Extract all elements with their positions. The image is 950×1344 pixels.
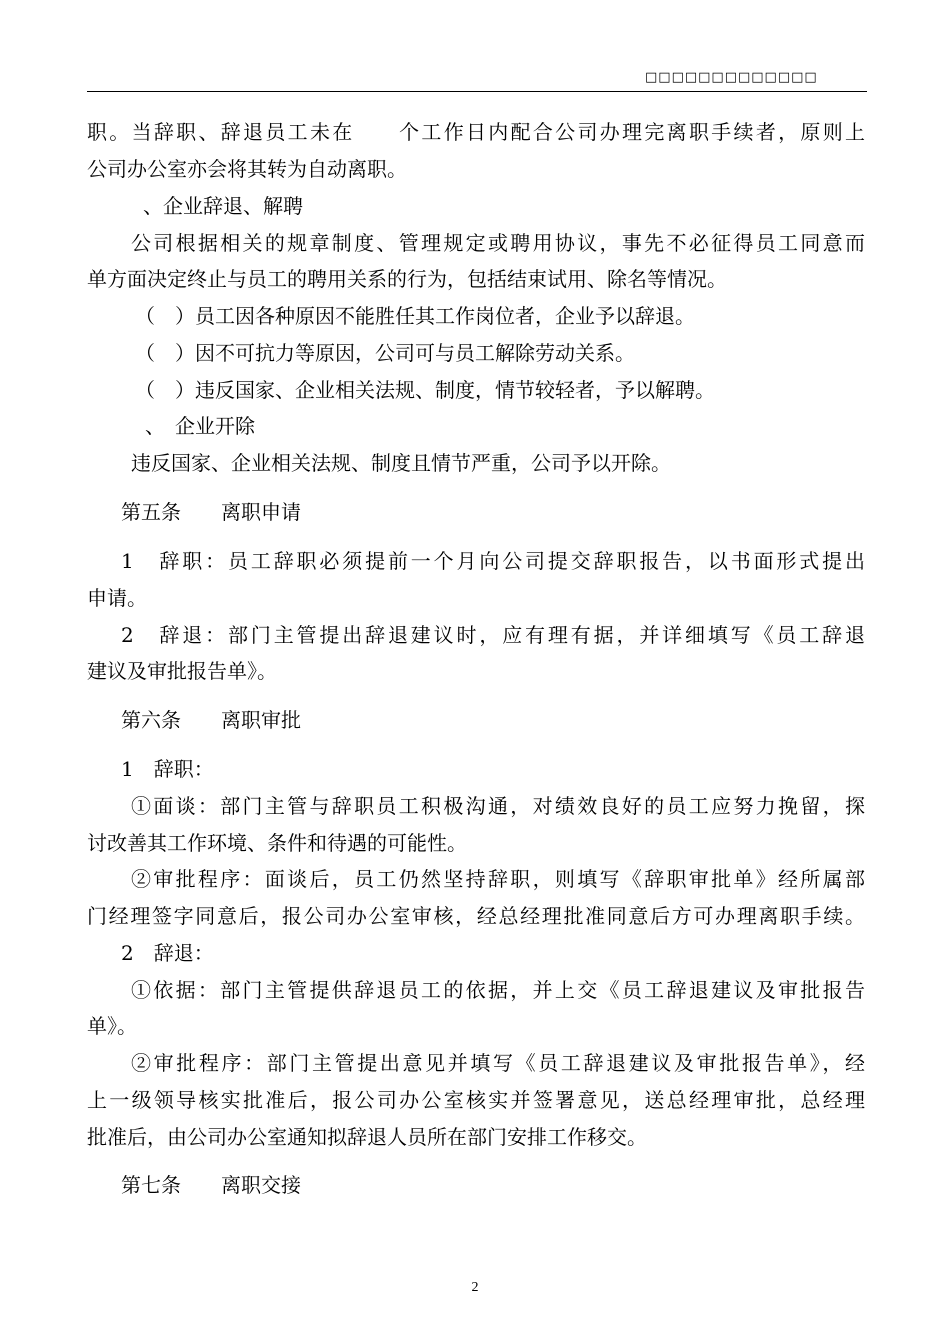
body-line: 批准后，由公司办公室通知拟辞退人员所在部门安排工作移交。 [87,1125,647,1149]
body-line: 公司根据相关的规章制度、管理规定或聘用协议，事先不必征得员工同意而 [131,231,865,255]
body-line: 讨改善其工作环境、条件和待遇的可能性。 [87,831,467,855]
header-rule [87,91,867,92]
list-item: （ ）因不可抗力等原因，公司可与员工解除劳动关系。 [135,341,635,365]
body-line: 门经理签字同意后，报公司办公室审核，经总经理批准同意后方可办理离职手续。 [87,904,865,928]
list-item: （ ）违反国家、企业相关法规、制度，情节较轻者，予以解聘。 [135,378,715,402]
article-heading: 第七条 离职交接 [121,1173,301,1197]
running-header: □□□□□□□□□□□□□ [645,70,818,85]
item-heading: 、企业辞退、解聘 [143,194,303,218]
body-line: ①依据：部门主管提供辞退员工的依据，并上交《员工辞退建议及审批报告 [131,978,865,1002]
body-line: 1 辞职：员工辞职必须提前一个月向公司提交辞职报告，以书面形式提出 [121,549,865,573]
body-line: 1 辞职： [121,757,214,781]
body-line: 上一级领导核实批准后，报公司办公室核实并签署意见，送总经理审批，总经理 [87,1088,865,1112]
body-line: 申请。 [87,586,147,610]
item-heading: 、 企业开除 [145,414,255,438]
body-line: 单方面决定终止与员工的聘用关系的行为，包括结束试用、除名等情况。 [87,267,727,291]
body-line: 公司办公室亦会将其转为自动离职。 [87,157,407,181]
list-item: （ ）员工因各种原因不能胜任其工作岗位者，企业予以辞退。 [135,304,695,328]
body-line: 违反国家、企业相关法规、制度且情节严重，公司予以开除。 [131,451,671,475]
body-line: 建议及审批报告单》。 [87,659,277,683]
body-line: 职。当辞职、辞退员工未在 个工作日内配合公司办理完离职手续者，原则上 [87,120,865,144]
body-line: ①面谈：部门主管与辞职员工积极沟通，对绩效良好的员工应努力挽留，探 [131,794,865,818]
page-number: 2 [471,1280,479,1295]
article-heading: 第六条 离职审批 [121,708,301,732]
body-line: 2 辞退：部门主管提出辞退建议时，应有理有据，并详细填写《员工辞退 [121,623,865,647]
article-heading: 第五条 离职申请 [121,500,301,524]
body-line: 2 辞退： [121,941,214,965]
body-line: ②审批程序：部门主管提出意见并填写《员工辞退建议及审批报告单》，经 [131,1051,865,1075]
body-line: 单》。 [87,1014,137,1038]
body-line: ②审批程序：面谈后，员工仍然坚持辞职，则填写《辞职审批单》经所属部 [131,867,865,891]
